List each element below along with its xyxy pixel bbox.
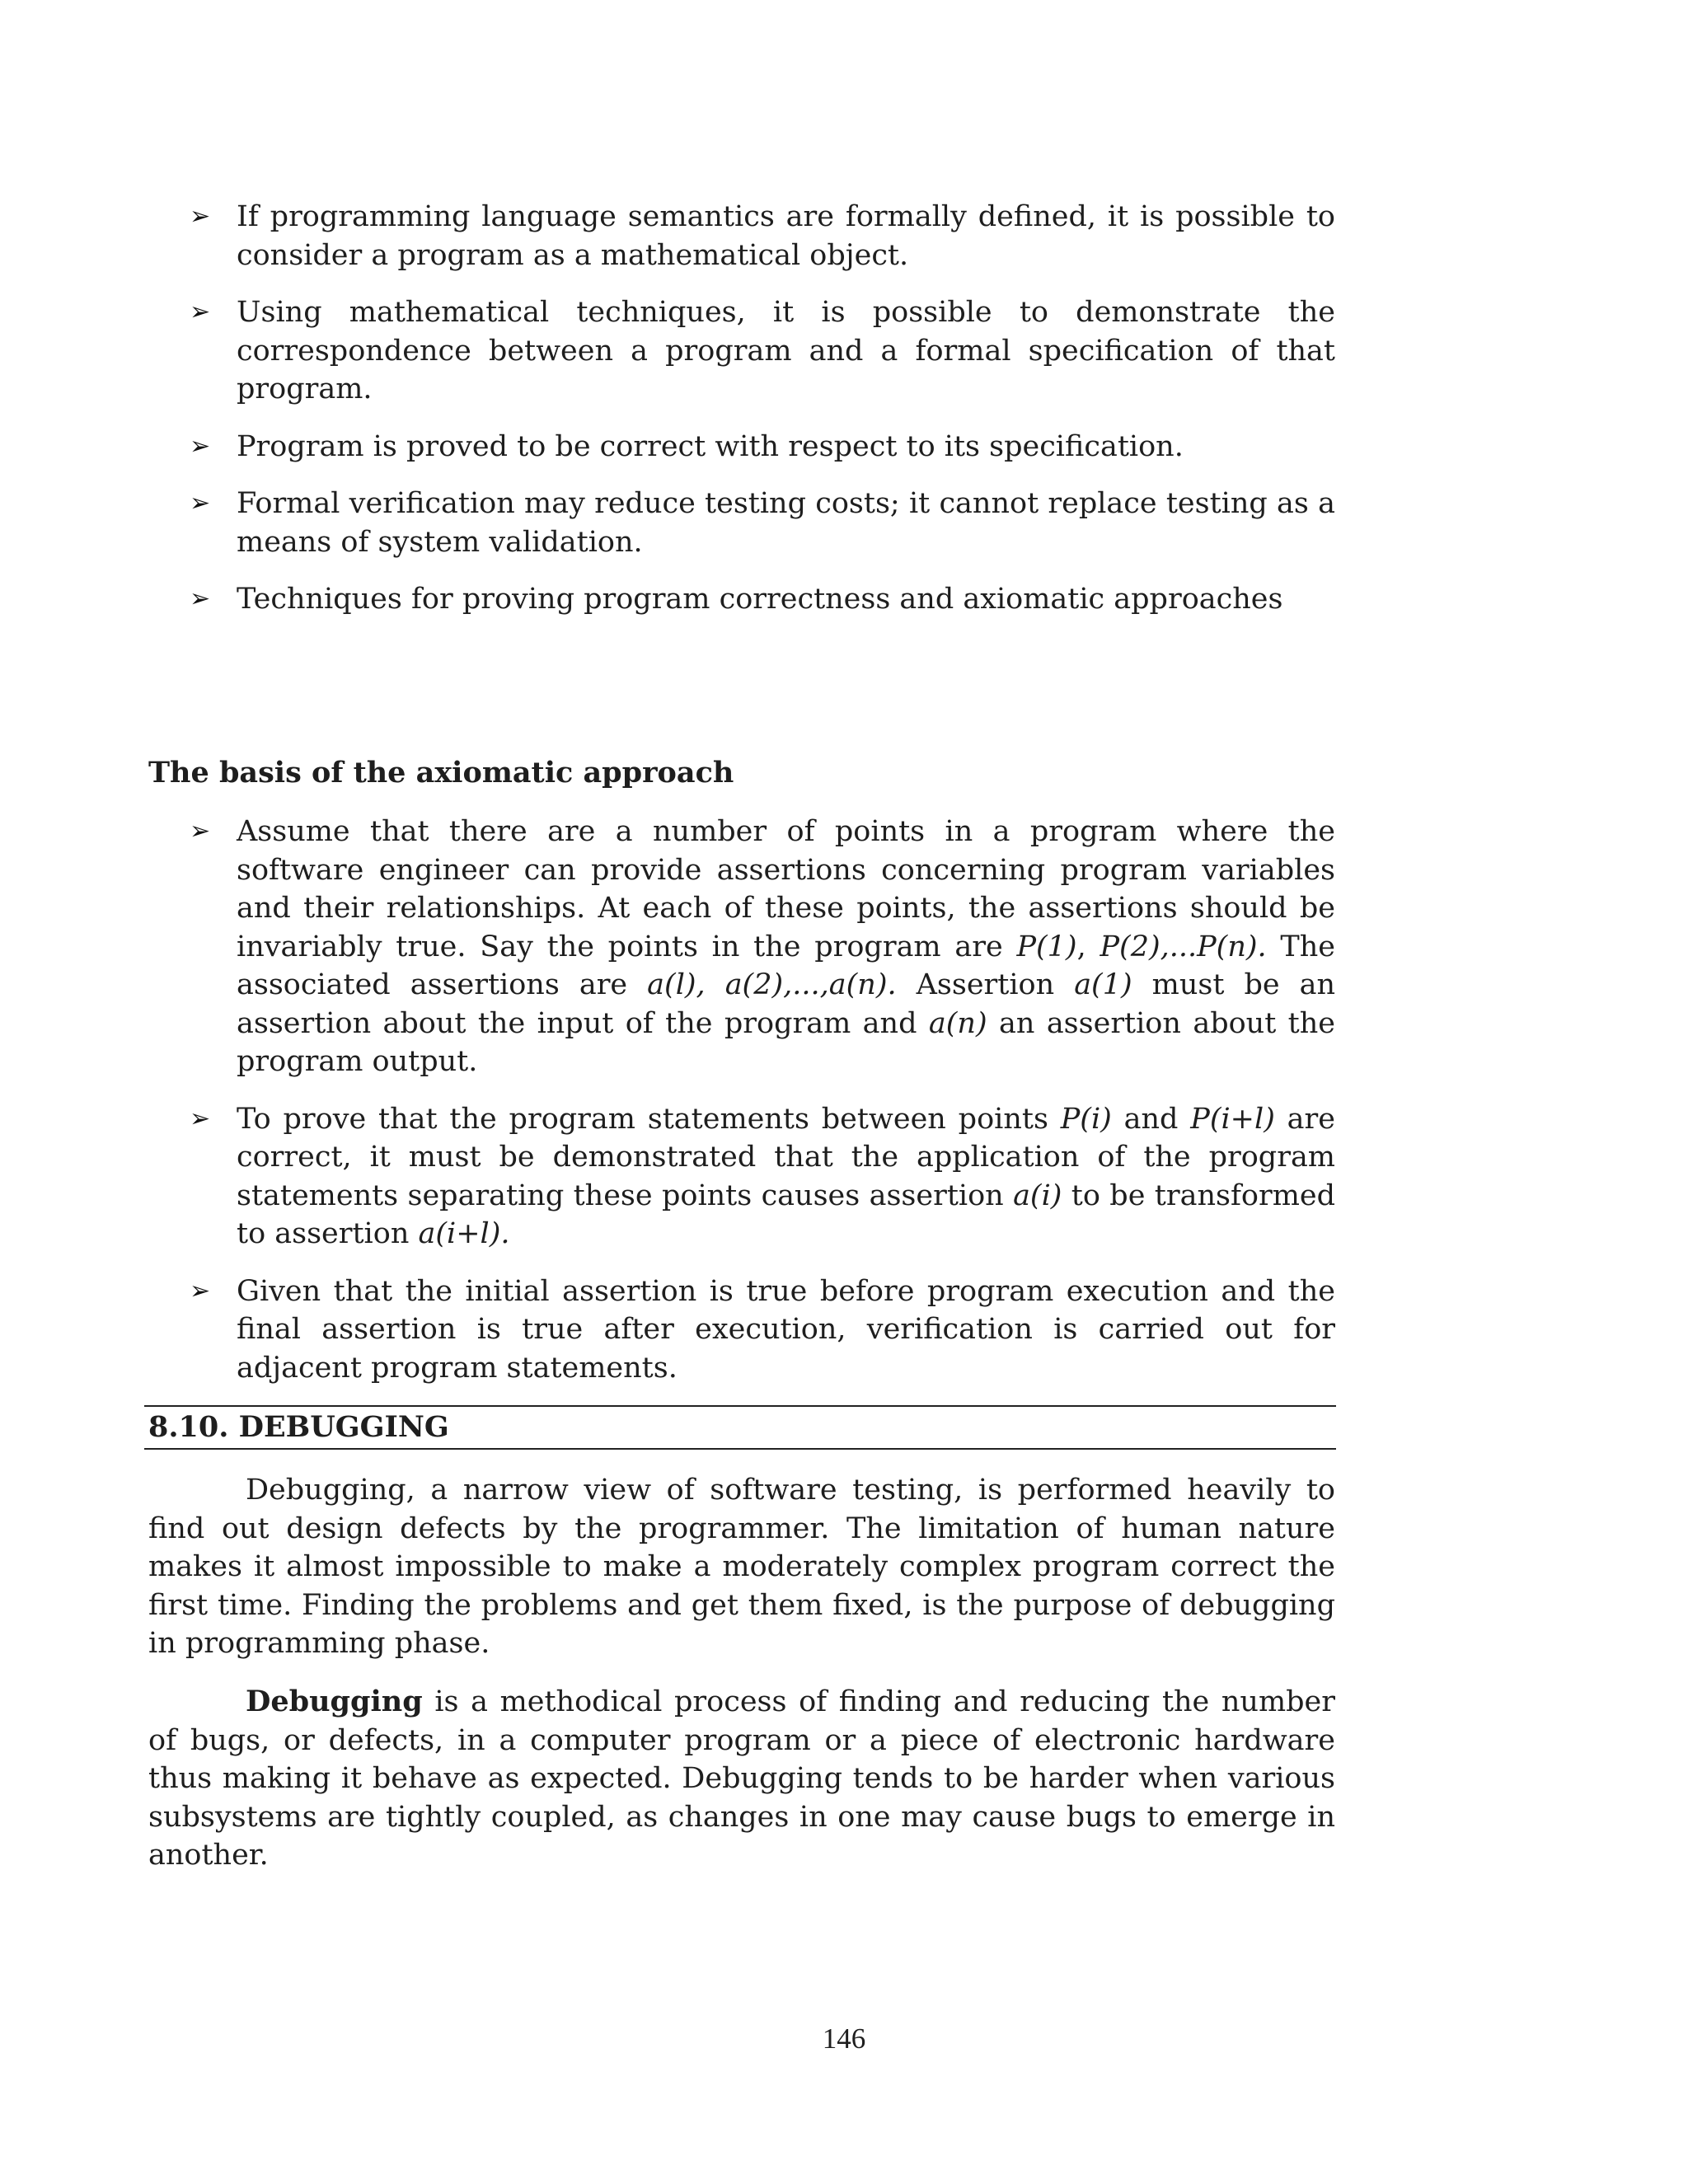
bullet-text: If programming language semantics are formally defined, it is possible to consider a program as a mathematical object. — [237, 200, 1335, 272]
list-item — [148, 198, 1335, 274]
intro-bullet-list — [148, 198, 1335, 638]
arrow-bullet-icon: ➢ — [190, 202, 211, 231]
arrow-bullet-icon: ➢ — [190, 1104, 211, 1133]
arrow-bullet-icon: ➢ — [190, 298, 211, 326]
text-run: Assume that there are a number of points in a program where the software engineer can provide assertions concerning program variables and their relationships. At each of these points, the assertions should be invariably true. Say the points in the program are — [237, 815, 1335, 963]
list-item — [148, 580, 1335, 619]
math-term: P(i+l) — [1190, 1102, 1275, 1136]
axiomatic-heading: The basis of the axiomatic approach — [148, 756, 734, 790]
text-run: and — [1111, 1102, 1191, 1136]
text-run: To prove that the program statements between points — [237, 1102, 1061, 1136]
math-term: P(2),...P(n). — [1100, 930, 1267, 963]
bullet-text: Using mathematical techniques, it is possible to demonstrate the correspondence between a program and a formal specification of that program. — [237, 296, 1335, 405]
bullet-text: Given that the initial assertion is true before program execution and the final assertion is true after execution, verification is carried out for adjacent program statements. — [237, 1274, 1335, 1385]
arrow-bullet-icon: ➢ — [190, 489, 211, 518]
arrow-bullet-icon: ➢ — [190, 1276, 211, 1305]
debugging-paragraph-2 — [148, 1683, 1335, 1875]
list-item — [148, 485, 1335, 561]
text-run: Assertion — [896, 968, 1075, 1001]
bullet-text — [237, 1100, 1335, 1254]
text-run: is a methodical process of finding and reducing the number of bugs, or defects, in a computer program or a piece of electronic hardware thus making it behave as expected. Debugging tends to be harder when various subsystems are tightly coupled, as changes in one may cause bugs to emerge in another. — [148, 1685, 1335, 1872]
list-item — [148, 293, 1335, 409]
bullet-text: Formal verification may reduce testing costs; it cannot replace testing as a means of system validation. — [237, 487, 1335, 559]
text-run: are correct, it must be demonstrated that the application of the program statements separating these points causes assertion — [237, 1102, 1335, 1212]
debugging-paragraph-1: Debugging, a narrow view of software testing, is performed heavily to find out design defects by the programmer. The limitation of human nature makes it almost impossible to make a moderately complex program correct the first time. Finding the problems and get them fixed, is the purpose of debugging in programming phase. — [148, 1474, 1335, 1660]
math-term: a(1) — [1074, 968, 1132, 1001]
arrow-bullet-icon: ➢ — [190, 584, 211, 613]
bullet-text — [237, 813, 1335, 1081]
math-term: a(i) — [1013, 1179, 1062, 1212]
math-term: a(n) — [928, 1006, 987, 1040]
math-term: P(1) — [1016, 930, 1077, 963]
section-title: 8.10. DEBUGGING — [148, 1410, 449, 1444]
text-run: must be an assertion about the input of the program and — [237, 968, 1335, 1040]
list-item — [148, 1100, 1335, 1254]
section-heading-bar — [144, 1405, 1336, 1450]
arrow-bullet-icon: ➢ — [190, 431, 211, 461]
math-term: a(i+l). — [418, 1217, 510, 1250]
math-term: P(i) — [1060, 1102, 1112, 1136]
text-run: , — [1076, 930, 1100, 963]
list-item — [148, 813, 1335, 1081]
list-item — [148, 428, 1335, 466]
bullet-text: Techniques for proving program correctness and axiomatic approaches — [237, 583, 1283, 616]
arrow-bullet-icon: ➢ — [190, 817, 211, 846]
text-run: The associated assertions are — [237, 930, 1335, 1001]
page-number: 146 — [822, 2022, 866, 2055]
axiomatic-bullet-list — [148, 813, 1335, 1406]
math-term: a(l), a(2),...,a(n). — [647, 968, 897, 1001]
list-item — [148, 1272, 1335, 1388]
bold-term: Debugging — [246, 1685, 423, 1718]
text-run: to be transformed to assertion — [237, 1179, 1336, 1250]
text-run: an assertion about the program output. — [237, 1006, 1335, 1078]
bullet-text: Program is proved to be correct with respect to its specification. — [237, 429, 1184, 463]
